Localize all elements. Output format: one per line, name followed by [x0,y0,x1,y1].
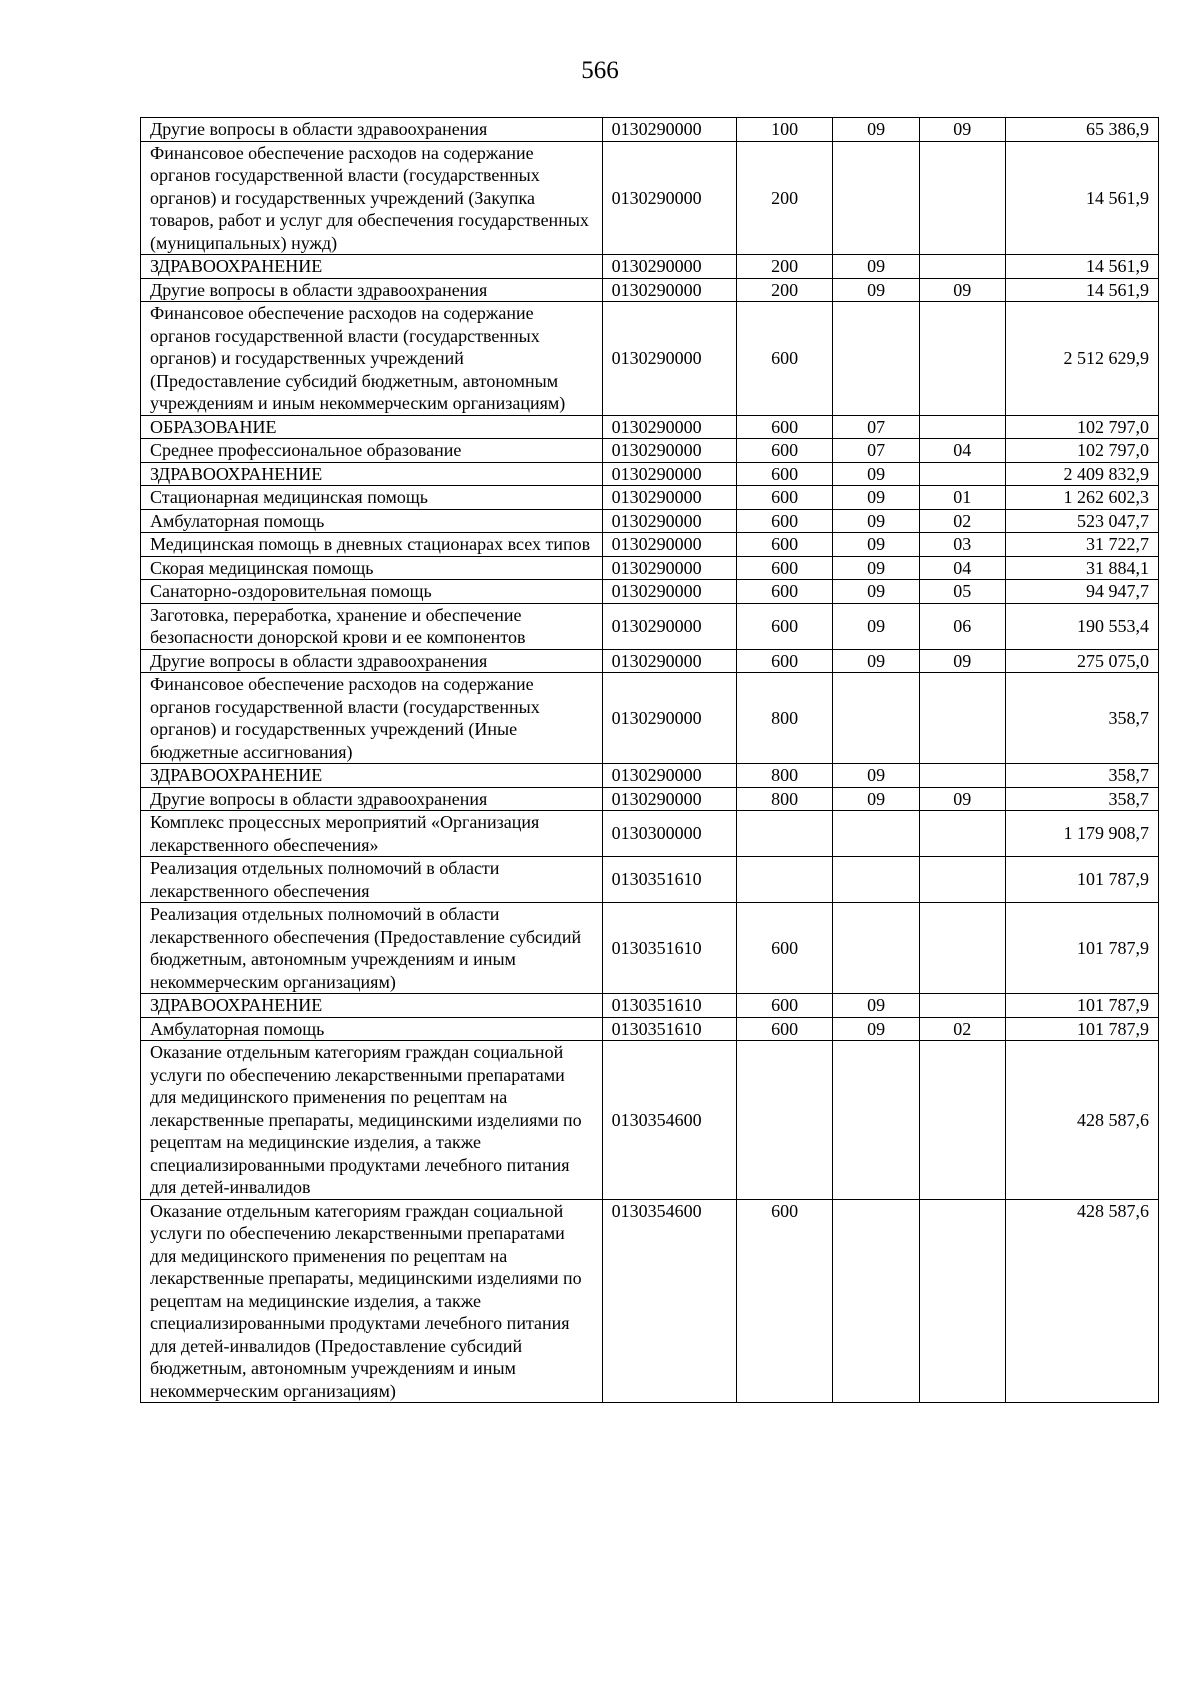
row-subsection [919,1199,1005,1403]
row-name: Реализация отдельных полномочий в области лекарственного обеспечения (Предоставление субсидий бюджетным, автономным учреждениям и иным некоммерческим организациям) [141,903,603,994]
row-name: ОБРАЗОВАНИЕ [141,415,603,439]
row-expense-type: 600 [736,556,833,580]
row-section: 09 [833,580,919,604]
row-amount: 1 179 908,7 [1005,811,1158,857]
row-amount: 1 262 602,3 [1005,486,1158,510]
row-section: 09 [833,556,919,580]
table-row [141,556,1159,580]
table-row [141,1199,1159,1403]
row-subsection: 09 [919,278,1005,302]
row-name: ЗДРАВООХРАНЕНИЕ [141,764,603,788]
table-row [141,603,1159,649]
row-amount: 31 722,7 [1005,533,1158,557]
row-expense-type: 600 [736,580,833,604]
row-section [833,1199,919,1403]
row-expense-type: 600 [736,903,833,994]
row-section [833,673,919,764]
row-name: ЗДРАВООХРАНЕНИЕ [141,462,603,486]
row-expense-type: 200 [736,278,833,302]
row-code: 0130290000 [602,439,736,463]
row-section: 09 [833,764,919,788]
row-expense-type [736,857,833,903]
row-expense-type: 100 [736,118,833,142]
row-section: 09 [833,1017,919,1041]
row-section: 09 [833,278,919,302]
row-expense-type: 600 [736,603,833,649]
row-code: 0130290000 [602,533,736,557]
row-amount: 101 787,9 [1005,1017,1158,1041]
row-section: 09 [833,603,919,649]
row-amount: 14 561,9 [1005,141,1158,255]
row-name: Оказание отдельным категориям граждан социальной услуги по обеспечению лекарственными препаратами для медицинского применения по рецептам на лекарственные препараты, медицинскими изделиями по рецептам на медицинские изделия, а также специализированными продуктами лечебного питания для детей-инвалидов [141,1041,603,1200]
row-name: Другие вопросы в области здравоохранения [141,649,603,673]
row-subsection [919,1041,1005,1200]
row-subsection: 01 [919,486,1005,510]
row-code: 0130290000 [602,509,736,533]
row-amount: 14 561,9 [1005,255,1158,279]
row-amount: 358,7 [1005,673,1158,764]
table-row [141,994,1159,1018]
row-name: Финансовое обеспечение расходов на содержание органов государственной власти (государственных органов) и государственных учреждений (Иные бюджетные ассигнования) [141,673,603,764]
row-subsection: 06 [919,603,1005,649]
row-section: 09 [833,787,919,811]
row-expense-type: 800 [736,787,833,811]
row-subsection: 02 [919,1017,1005,1041]
row-amount: 65 386,9 [1005,118,1158,142]
row-code: 0130290000 [602,255,736,279]
row-expense-type: 600 [736,439,833,463]
row-code: 0130290000 [602,603,736,649]
row-amount: 31 884,1 [1005,556,1158,580]
row-section [833,141,919,255]
row-name: Амбулаторная помощь [141,509,603,533]
row-expense-type: 600 [736,415,833,439]
row-amount: 102 797,0 [1005,439,1158,463]
row-name: ЗДРАВООХРАНЕНИЕ [141,255,603,279]
row-code: 0130351610 [602,857,736,903]
row-section [833,811,919,857]
row-amount: 2 409 832,9 [1005,462,1158,486]
row-expense-type: 600 [736,509,833,533]
row-section [833,857,919,903]
row-expense-type: 800 [736,764,833,788]
page-number: 566 [581,57,619,84]
table-row [141,580,1159,604]
table-row [141,1017,1159,1041]
row-subsection [919,673,1005,764]
row-expense-type: 600 [736,302,833,416]
row-amount: 14 561,9 [1005,278,1158,302]
row-subsection [919,994,1005,1018]
row-name: Стационарная медицинская помощь [141,486,603,510]
row-subsection [919,302,1005,416]
row-name: Другие вопросы в области здравоохранения [141,118,603,142]
row-amount: 94 947,7 [1005,580,1158,604]
table-row [141,255,1159,279]
row-code: 0130290000 [602,486,736,510]
row-code: 0130300000 [602,811,736,857]
row-expense-type [736,811,833,857]
row-code: 0130290000 [602,649,736,673]
table-row [141,764,1159,788]
row-code: 0130290000 [602,302,736,416]
row-amount: 428 587,6 [1005,1199,1158,1403]
row-code: 0130290000 [602,462,736,486]
row-code: 0130290000 [602,278,736,302]
row-subsection [919,255,1005,279]
budget-table [140,117,1159,1403]
row-amount: 428 587,6 [1005,1041,1158,1200]
row-subsection: 09 [919,787,1005,811]
row-section: 09 [833,649,919,673]
row-code: 0130290000 [602,580,736,604]
row-expense-type: 600 [736,649,833,673]
row-section: 09 [833,462,919,486]
row-code: 0130290000 [602,673,736,764]
table-row [141,486,1159,510]
row-amount: 523 047,7 [1005,509,1158,533]
table-row [141,141,1159,255]
table-row [141,811,1159,857]
row-name: Медицинская помощь в дневных стационарах всех типов [141,533,603,557]
row-subsection: 09 [919,118,1005,142]
row-section [833,302,919,416]
row-code: 0130290000 [602,764,736,788]
table-row [141,439,1159,463]
row-name: Финансовое обеспечение расходов на содержание органов государственной власти (государственных органов) и государственных учреждений (Предоставление субсидий бюджетным, автономным учреждениям и иным некоммерческим организациям) [141,302,603,416]
row-name: Оказание отдельным категориям граждан социальной услуги по обеспечению лекарственными препаратами для медицинского применения по рецептам на лекарственные препараты, медицинскими изделиями по рецептам на медицинские изделия, а также специализированными продуктами лечебного питания для детей-инвалидов (Предоставление субсидий бюджетным, автономным учреждениям и иным некоммерческим организациям) [141,1199,603,1403]
row-name: Комплекс процессных мероприятий «Организация лекарственного обеспечения» [141,811,603,857]
table-row [141,673,1159,764]
table-row [141,1041,1159,1200]
row-amount: 101 787,9 [1005,994,1158,1018]
row-code: 0130351610 [602,994,736,1018]
row-subsection [919,462,1005,486]
row-code: 0130290000 [602,141,736,255]
row-section: 09 [833,255,919,279]
row-expense-type: 600 [736,1017,833,1041]
row-subsection: 05 [919,580,1005,604]
row-subsection: 02 [919,509,1005,533]
row-code: 0130351610 [602,1017,736,1041]
row-expense-type: 600 [736,486,833,510]
row-subsection: 04 [919,556,1005,580]
row-section: 09 [833,994,919,1018]
row-code: 0130290000 [602,787,736,811]
row-subsection [919,141,1005,255]
row-expense-type [736,1041,833,1200]
row-name: Финансовое обеспечение расходов на содержание органов государственной власти (государственных органов) и государственных учреждений (Закупка товаров, работ и услуг для обеспечения государственных (муниципальных) нужд) [141,141,603,255]
row-amount: 101 787,9 [1005,857,1158,903]
row-expense-type: 600 [736,994,833,1018]
row-section: 09 [833,486,919,510]
table-row [141,415,1159,439]
row-code: 0130290000 [602,556,736,580]
row-section: 09 [833,509,919,533]
row-expense-type: 200 [736,255,833,279]
row-amount: 275 075,0 [1005,649,1158,673]
row-code: 0130354600 [602,1041,736,1200]
row-section: 09 [833,533,919,557]
row-amount: 101 787,9 [1005,903,1158,994]
row-code: 0130354600 [602,1199,736,1403]
row-code: 0130290000 [602,415,736,439]
row-expense-type: 800 [736,673,833,764]
row-subsection: 03 [919,533,1005,557]
row-expense-type: 600 [736,462,833,486]
row-subsection [919,811,1005,857]
row-amount: 102 797,0 [1005,415,1158,439]
table-row [141,649,1159,673]
row-name: Амбулаторная помощь [141,1017,603,1041]
row-amount: 358,7 [1005,764,1158,788]
row-section: 07 [833,415,919,439]
row-name: ЗДРАВООХРАНЕНИЕ [141,994,603,1018]
row-expense-type: 200 [736,141,833,255]
row-name: Санаторно-оздоровительная помощь [141,580,603,604]
table-row [141,903,1159,994]
row-expense-type: 600 [736,533,833,557]
table-row [141,787,1159,811]
row-subsection [919,857,1005,903]
row-subsection [919,764,1005,788]
table-row [141,509,1159,533]
row-subsection: 04 [919,439,1005,463]
row-section [833,1041,919,1200]
table-row [141,462,1159,486]
row-section: 07 [833,439,919,463]
row-expense-type: 600 [736,1199,833,1403]
row-subsection [919,903,1005,994]
row-amount: 2 512 629,9 [1005,302,1158,416]
row-subsection [919,415,1005,439]
row-code: 0130290000 [602,118,736,142]
table-row [141,533,1159,557]
table-row [141,302,1159,416]
row-name: Заготовка, переработка, хранение и обеспечение безопасности донорской крови и ее компонентов [141,603,603,649]
row-amount: 190 553,4 [1005,603,1158,649]
row-name: Среднее профессиональное образование [141,439,603,463]
row-name: Другие вопросы в области здравоохранения [141,278,603,302]
table-row [141,278,1159,302]
row-code: 0130351610 [602,903,736,994]
row-subsection: 09 [919,649,1005,673]
row-name: Другие вопросы в области здравоохранения [141,787,603,811]
row-section: 09 [833,118,919,142]
row-amount: 358,7 [1005,787,1158,811]
table-row [141,118,1159,142]
row-section [833,903,919,994]
row-name: Реализация отдельных полномочий в области лекарственного обеспечения [141,857,603,903]
table-row [141,857,1159,903]
row-name: Скорая медицинская помощь [141,556,603,580]
